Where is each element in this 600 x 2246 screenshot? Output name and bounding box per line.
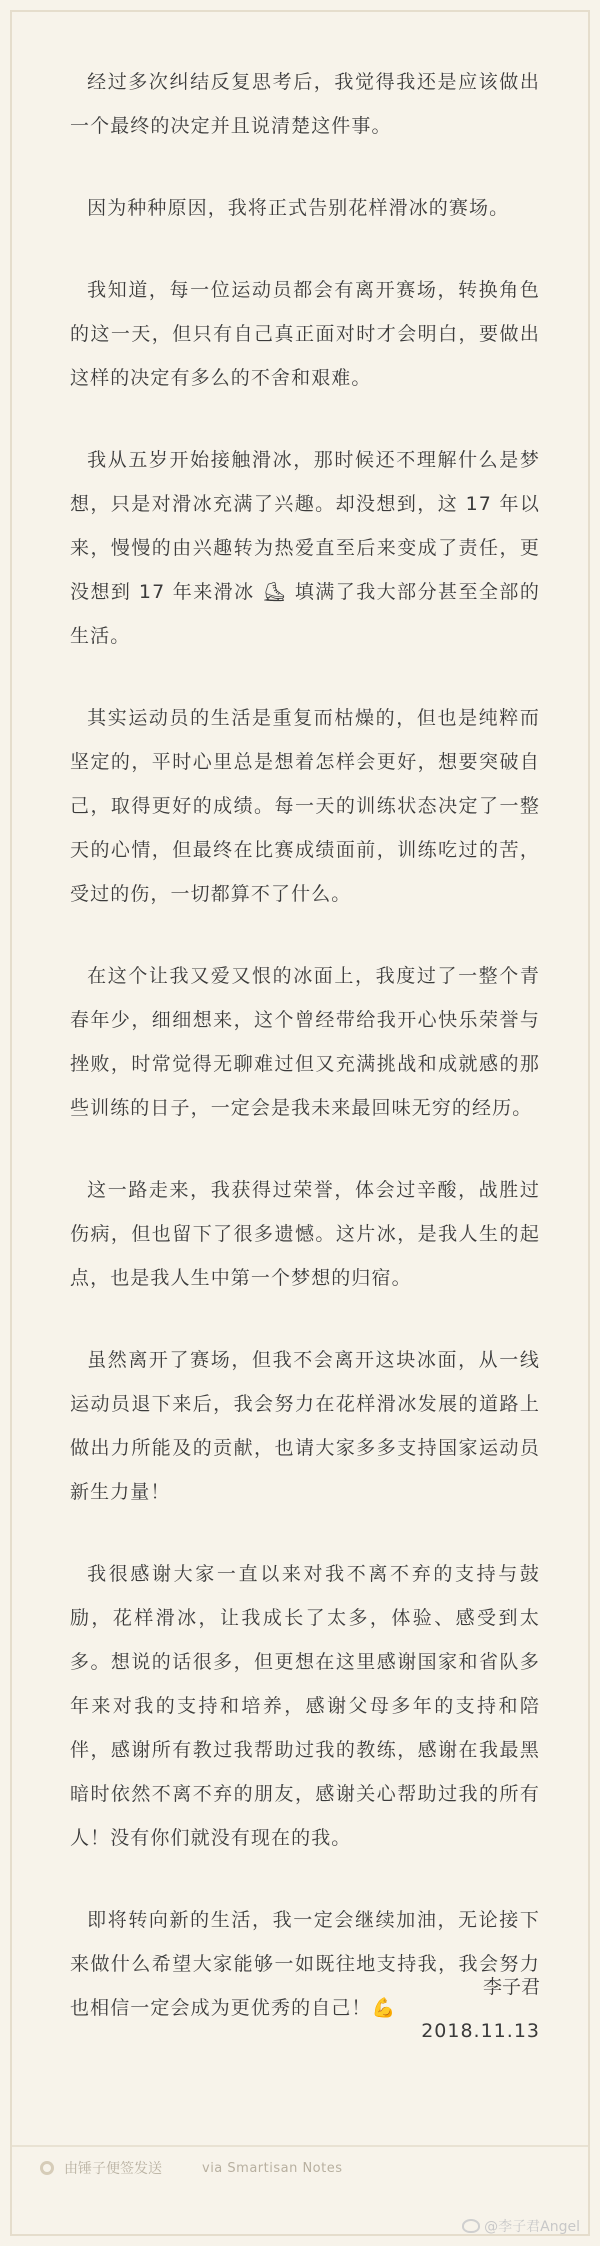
paragraph-1: 经过多次纠结反复思考后，我觉得我还是应该做出一个最终的决定并且说清楚这件事。 (70, 71, 540, 137)
letter-body (70, 60, 540, 2068)
footer-divider (12, 2145, 588, 2147)
weibo-logo-icon (462, 2219, 480, 2233)
signature-name: 李子君 (482, 1976, 540, 1998)
paragraph-3: 我知道，每一位运动员都会有离开赛场，转换角色的这一天，但只有自己真正面对时才会明白，要做出这样的决定有多么的不舍和艰难。 (70, 279, 540, 389)
paragraph-10: 即将转向新的生活，我一定会继续加油，无论接下来做什么希望大家能够一如既往地支持我，我会努力也相信一定会成为更优秀的自己！💪 (70, 1909, 540, 2019)
watermark-text: @李子君Angel (484, 2219, 580, 2235)
weibo-watermark (462, 2216, 580, 2236)
signature-block (421, 1965, 540, 2053)
via-label: via Smartisan Notes (202, 2160, 343, 2176)
paragraph-7: 这一路走来，我获得过荣誉，体会过辛酸，战胜过伤病，但也留下了很多遗憾。这片冰，是我人生的起点，也是我人生中第一个梦想的归宿。 (70, 1179, 540, 1289)
paragraph-8: 虽然离开了赛场，但我不会离开这块冰面，从一线运动员退下来后，我会努力在花样滑冰发展的道路上做出力所能及的贡献，也请大家多多支持国家运动员新生力量！ (70, 1349, 540, 1503)
signature-date: 2018.11.13 (421, 2020, 540, 2042)
sent-from-label: 由锤子便签发送 (64, 2161, 162, 2177)
smartisan-notes-icon (40, 2161, 54, 2175)
paragraph-9: 我很感谢大家一直以来对我不离不弃的支持与鼓励，花样滑冰，让我成长了太多，体验、感受到太多。想说的话很多，但更想在这里感谢国家和省队多年来对我的支持和培养，感谢父母多年的支持和陪伴，感谢所有教过我帮助过我的教练，感谢在我最黑暗时依然不离不弃的朋友，感谢关心帮助过我的所有人！没有你们就没有现在的我。 (70, 1563, 540, 1849)
paragraph-2: 因为种种原因，我将正式告别花样滑冰的赛场。 (87, 197, 510, 219)
paragraph-5: 其实运动员的生活是重复而枯燥的，但也是纯粹而坚定的，平时心里总是想着怎样会更好，想要突破自己，取得更好的成绩。每一天的训练状态决定了一整天的心情，但最终在比赛成绩面前，训练吃过的苦，受过的伤，一切都算不了什么。 (70, 707, 540, 905)
app-footer (40, 2156, 343, 2180)
paragraph-6: 在这个让我又爱又恨的冰面上，我度过了一整个青春年少，细细想来，这个曾经带给我开心快乐荣誉与挫败，时常觉得无聊难过但又充满挑战和成就感的那些训练的日子，一定会是我未来最回味无穷的经历。 (70, 965, 540, 1119)
paragraph-4: 我从五岁开始接触滑冰，那时候还不理解什么是梦想，只是对滑冰充满了兴趣。却没想到，这 17 年以来，慢慢的由兴趣转为热爱直至后来变成了责任，更没想到 17 年来滑冰 ⛸ 填满了我大部分甚至全部的生活。 (70, 449, 540, 647)
